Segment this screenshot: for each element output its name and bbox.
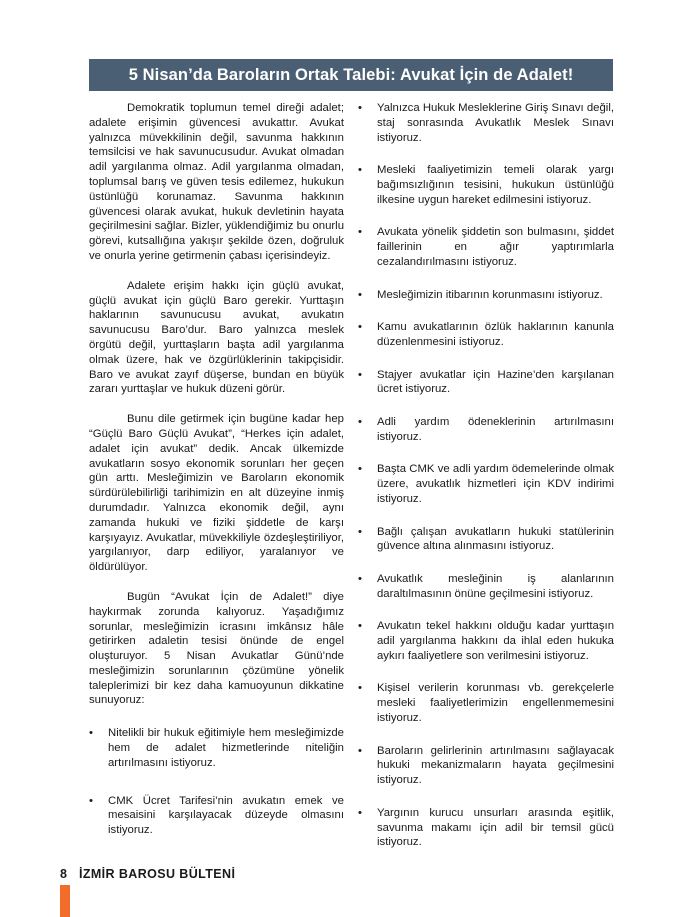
paragraph: Bugün “Avukat İçin de Adalet!” diye haykırmak zorunda kalıyoruz. Yaşadığımız sorunlar, mesleğimizin icrasını imkânsız hâle getirirken adaletin tesisi önünde de engel oluşturuyor. 5 Nisan Avukatlar Günü’nde mesleğimizin sorunlarının çözümüne yönelik taleplerimizi bir kez daha kamuoyunun dikkatine sunuyoruz: xyxy=(89,590,344,707)
list-item-text: Avukata yönelik şiddetin son bulmasını, şiddet faillerinin en ağır yaptırımlarla cezalandırılmasını istiyoruz. xyxy=(377,226,614,268)
list-item xyxy=(358,101,614,145)
bullet-icon: • xyxy=(89,794,93,807)
bullet-icon: • xyxy=(358,682,362,695)
bullet-icon: • xyxy=(358,463,362,476)
list-item xyxy=(358,225,614,269)
page-number: 8 xyxy=(60,867,67,881)
list-item-text: Bağlı çalışan avukatların hukuki statülerinin güvence altına alınmasını istiyoruz. xyxy=(377,525,614,553)
bullet-icon: • xyxy=(89,727,93,740)
list-item-text: Başta CMK ve adli yardım ödemelerinde olmak üzere, avukatlık hizmetleri için KDV indirimi istiyoruz. xyxy=(377,463,614,505)
page-footer xyxy=(60,865,235,883)
paragraph: Demokratik toplumun temel direği adalet; adalete erişimin güvencesi avukattır. Avukat yalnızca müvekkilinin değil, savunma hakkının temsilcisi ve hak savunucusudur. Avukat olmadan adil yargılanma olmaz. Adil yargılanma olmadan, toplumsal barış ve güven tesis edilemez, hukukun üstünlüğü korunamaz. Savunma hakkının güvencesi olarak avukat, hukuk devletinin hayata geçirilmesini sağlar. Bizler, yüklendiğimiz bu onurlu görevi, kutsallığına yakışır şekilde özen, doğruluk ve onurla yerine getirmenin çabası içerisindeyiz. xyxy=(89,102,344,262)
demands-list-left xyxy=(89,726,344,838)
list-item xyxy=(358,320,614,350)
paragraph: Adalete erişim hakkı için güçlü avukat, güçlü avukat için güçlü Baro gerekir. Yurttaşın haklarının savunucusu avukat, avukatın savunucusu Baro’dur. Baro yalnızca meslek örgütü değil, yurttaşların başta adil yargılanma olmak üzere, hak ve özgürlüklerinin takipçisidir. Baro ve avukat zayıf düşerse, bundan en büyük zararı yurttaşlar ve hukuk düzeni görür. xyxy=(89,279,344,396)
bullet-icon: • xyxy=(358,525,362,538)
list-item xyxy=(358,368,614,398)
list-item xyxy=(358,163,614,207)
list-item xyxy=(358,415,614,445)
list-item-text: Kişisel verilerin korunması vb. gerekçelerle mesleki faaliyetlerimizin engellenmemesini istiyoruz. xyxy=(377,682,614,725)
bullet-icon: • xyxy=(358,744,362,757)
list-item-text: Kamu avukatlarının özlük haklarının kanunla düzenlenmesini istiyoruz. xyxy=(377,321,614,348)
list-item xyxy=(358,525,614,555)
bullet-icon: • xyxy=(358,288,362,301)
list-item xyxy=(358,681,614,725)
demands-list-right xyxy=(358,101,614,850)
bullet-icon: • xyxy=(358,572,362,585)
right-column xyxy=(358,101,614,868)
list-item-text: Adli yardım ödeneklerinin artırılmasını istiyoruz. xyxy=(377,415,614,443)
list-item-text: Stajyer avukatlar için Hazine’den karşılanan ücret istiyoruz. xyxy=(377,368,614,396)
bullet-icon: • xyxy=(358,620,362,633)
bullet-icon: • xyxy=(358,164,362,177)
list-item xyxy=(358,572,614,602)
article-title: 5 Nisan’da Baroların Ortak Talebi: Avukat İçin de Adalet! xyxy=(128,65,574,84)
list-item-text: CMK Ücret Tarifesi’nin avukatın emek ve mesaisini karşılayacak düzeyde olmasını istiyoruz. xyxy=(108,794,344,837)
publication-name: İZMİR BAROSU BÜLTENİ xyxy=(78,867,236,881)
article-title-bar xyxy=(89,59,613,91)
list-item xyxy=(89,794,344,838)
paragraph: Bunu dile getirmek için bugüne kadar hep “Güçlü Baro Güçlü Avukat”, “Herkes için adalet, adalet için avukat” dedik. Ancak ülkemizde avukatların sosyo ekonomik sorunları her geçen gün arttı. Mesleğimizin ve Baroların ekonomik sürdürülebilirliği tarihimizin en alt düzeyine inmiş durumdadır. Yalnızca ekonomik değil, aynı zamanda hukuki ve fiziki şiddetle de karşı karşıyayız. Avukatlar, müvekkiliyle özdeşleştiriliyor, yargılanıyor, darp ediliyor, yaralanıyor ve öldürülüyor. xyxy=(89,413,344,574)
list-item xyxy=(358,288,614,303)
bullet-icon: • xyxy=(358,226,362,239)
list-item-text: Mesleki faaliyetimizin temeli olarak yargı bağımsızlığının tesisini, hukukun üstünlüğü ilkesine uygun hareket edilmesini istiyoruz. xyxy=(377,164,614,206)
list-item-text: Mesleğimizin itibarının korunmasını istiyoruz. xyxy=(377,288,603,301)
left-column xyxy=(89,101,344,861)
list-item xyxy=(358,619,614,663)
list-item-text: Avukatın tekel hakkını olduğu kadar yurttaşın adil yargılanma hakkını da ihlal eden hukuka aykırı faaliyetlere son verilmesini istiyoruz. xyxy=(377,620,614,662)
bullet-icon: • xyxy=(358,321,362,334)
list-item xyxy=(358,744,614,788)
list-item xyxy=(358,462,614,506)
list-item-text: Yargının kurucu unsurları arasında eşitlik, savunma makamı için adil bir temsil gücü istiyoruz. xyxy=(377,806,614,849)
list-item xyxy=(89,726,344,770)
list-item-text: Avukatlık mesleğinin iş alanlarının daraltılmasının önüne geçilmesini istiyoruz. xyxy=(377,572,614,600)
bullet-icon: • xyxy=(358,806,362,819)
bullet-icon: • xyxy=(358,368,362,381)
accent-strip xyxy=(60,885,70,917)
list-item-text: Yalnızca Hukuk Mesleklerine Giriş Sınavı değil, staj sonrasında Avukatlık Meslek Sınavı istiyoruz. xyxy=(377,102,614,144)
bullet-icon: • xyxy=(358,415,362,428)
list-item-text: Baroların gelirlerinin artırılmasını sağlayacak hukuki mekanizmaların hayata geçilmesini istiyoruz. xyxy=(377,744,614,787)
list-item-text: Nitelikli bir hukuk eğitimiyle hem mesleğimizde hem de adalet hizmetlerinde niteliğin artırılmasını istiyoruz. xyxy=(108,727,344,769)
list-item xyxy=(358,806,614,850)
bullet-icon: • xyxy=(358,102,362,114)
